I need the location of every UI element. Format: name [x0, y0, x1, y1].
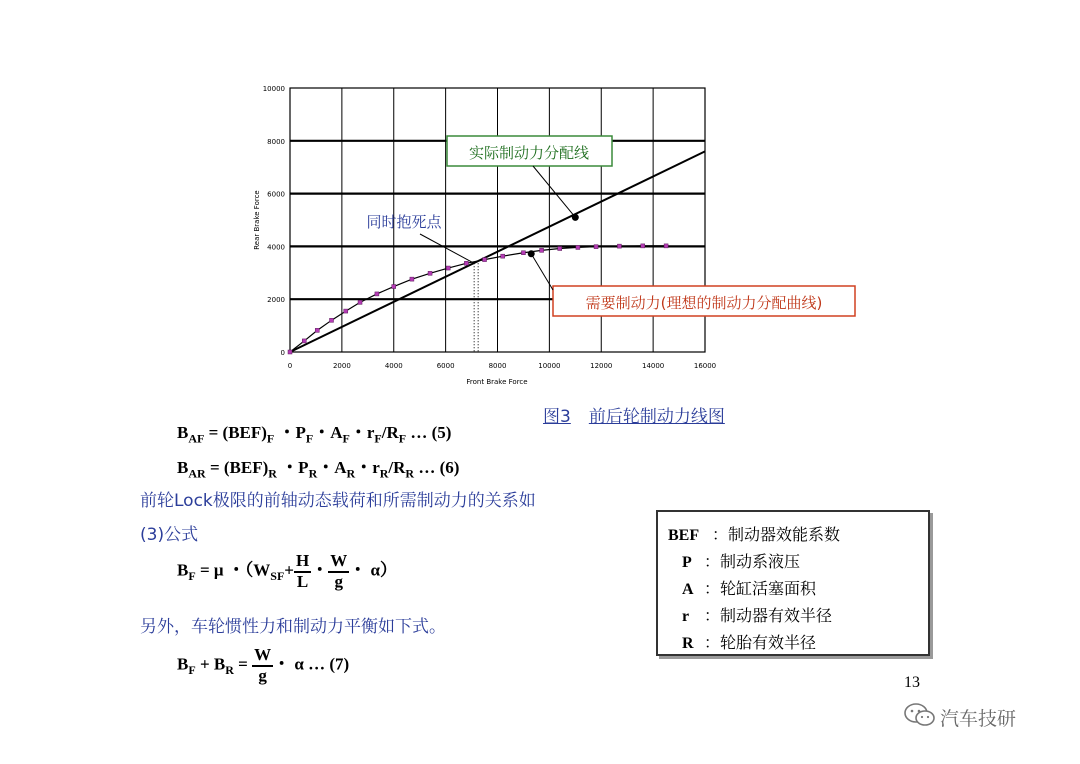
legend-row-r-large: R ：轮胎有效半径 — [682, 633, 817, 652]
x-tick-label: 10000 — [538, 362, 561, 370]
y-axis-label: Rear Brake Force — [253, 190, 261, 250]
ideal-curve-point — [410, 277, 414, 281]
equation-7: $B_F + B_R$ = $\frac{W}{g}$ ・ α … (7) — [177, 645, 350, 685]
ideal-curve-point — [594, 245, 598, 249]
x-tick-label: 4000 — [384, 362, 403, 370]
ideal-curve-point — [617, 244, 621, 248]
annotation-actual-line: 实际制动力分配线 — [468, 144, 590, 162]
legend-row-bef: BEF ：制动器效能系数 — [668, 525, 841, 544]
figure-caption — [543, 402, 725, 427]
x-tick-label: 8000 — [488, 362, 507, 370]
ideal-curve-point — [302, 339, 306, 343]
equation-6: $B_{AR} = (BEF)_R$ ・$P_R$・$A_R$・$r_R/R_R$ … (6) — [177, 458, 460, 481]
y-tick-label: 4000 — [267, 243, 285, 252]
ideal-curve-point — [375, 292, 379, 296]
ideal-curve-marker — [528, 250, 535, 257]
brand-name: 汽车技研 — [940, 708, 1017, 730]
figure-number: 图3 — [543, 407, 571, 427]
x-tick-label: 16000 — [693, 362, 717, 370]
wechat-icon — [903, 702, 937, 728]
ideal-curve-point — [483, 258, 487, 262]
ideal-curve-point — [392, 285, 396, 289]
ideal-curve-point — [428, 271, 432, 275]
x-tick-label: 6000 — [436, 362, 455, 370]
annotation-lock-point: 同时抱死点 — [366, 213, 442, 231]
paragraph-inertia: 另外，车轮惯性力和制动力平衡如下式。 — [140, 617, 446, 637]
ideal-curve-point — [558, 247, 562, 251]
ideal-curve-point — [576, 245, 580, 249]
paragraph-formula-ref: (3)公式 — [140, 525, 199, 545]
y-tick-label: 2000 — [267, 296, 285, 305]
figure-title: 前后轮制动力线图 — [588, 407, 725, 427]
ideal-curve-point — [315, 328, 319, 332]
ideal-curve-point — [446, 266, 450, 270]
ideal-curve-point — [664, 244, 668, 248]
symbol-legend — [656, 510, 930, 656]
annotation-ideal-curve: 需要制动力(理想的制动力分配曲线) — [585, 294, 823, 312]
x-tick-label: 0 — [287, 362, 293, 370]
legend-row-p: P ：制动系液压 — [682, 552, 801, 571]
y-tick-label: 6000 — [267, 190, 285, 199]
ideal-curve-point — [501, 254, 505, 258]
ideal-curve-point — [540, 248, 544, 252]
ideal-curve-point — [330, 318, 334, 322]
ideal-curve-point — [464, 261, 468, 265]
ideal-curve-point — [344, 309, 348, 313]
legend-row-r-small: r ：制动器有效半径 — [682, 606, 833, 625]
ideal-curve-point — [358, 300, 362, 304]
y-tick-label: 8000 — [267, 137, 285, 146]
x-axis-label: Front Brake Force — [466, 378, 528, 386]
paragraph-front-lock: 前轮Lock极限的前轴动态载荷和所需制动力的关系如 — [140, 491, 536, 511]
equation-3: $B_F = \mu$ ・（$W_{SF}+$ $\frac{H}{L}$ ・ $\frac{W}{g}$ ・ α） — [177, 551, 397, 591]
ideal-curve-point — [521, 251, 525, 255]
y-tick-label: 0 — [280, 349, 285, 357]
x-tick-label: 12000 — [590, 362, 613, 370]
x-tick-label: 14000 — [641, 362, 665, 370]
legend-row-a: A ：轮缸活塞面积 — [682, 579, 817, 598]
equation-5: $B_{AF} = (BEF)_F$ ・$P_F$・$A_F$・$r_F/R_F$ … (5) — [177, 423, 452, 446]
ideal-curve-point — [641, 244, 645, 248]
page-number: 13 — [904, 674, 920, 691]
x-tick-label: 2000 — [332, 362, 351, 370]
y-tick-label: 10000 — [262, 85, 285, 93]
ideal-curve-point — [288, 350, 292, 354]
